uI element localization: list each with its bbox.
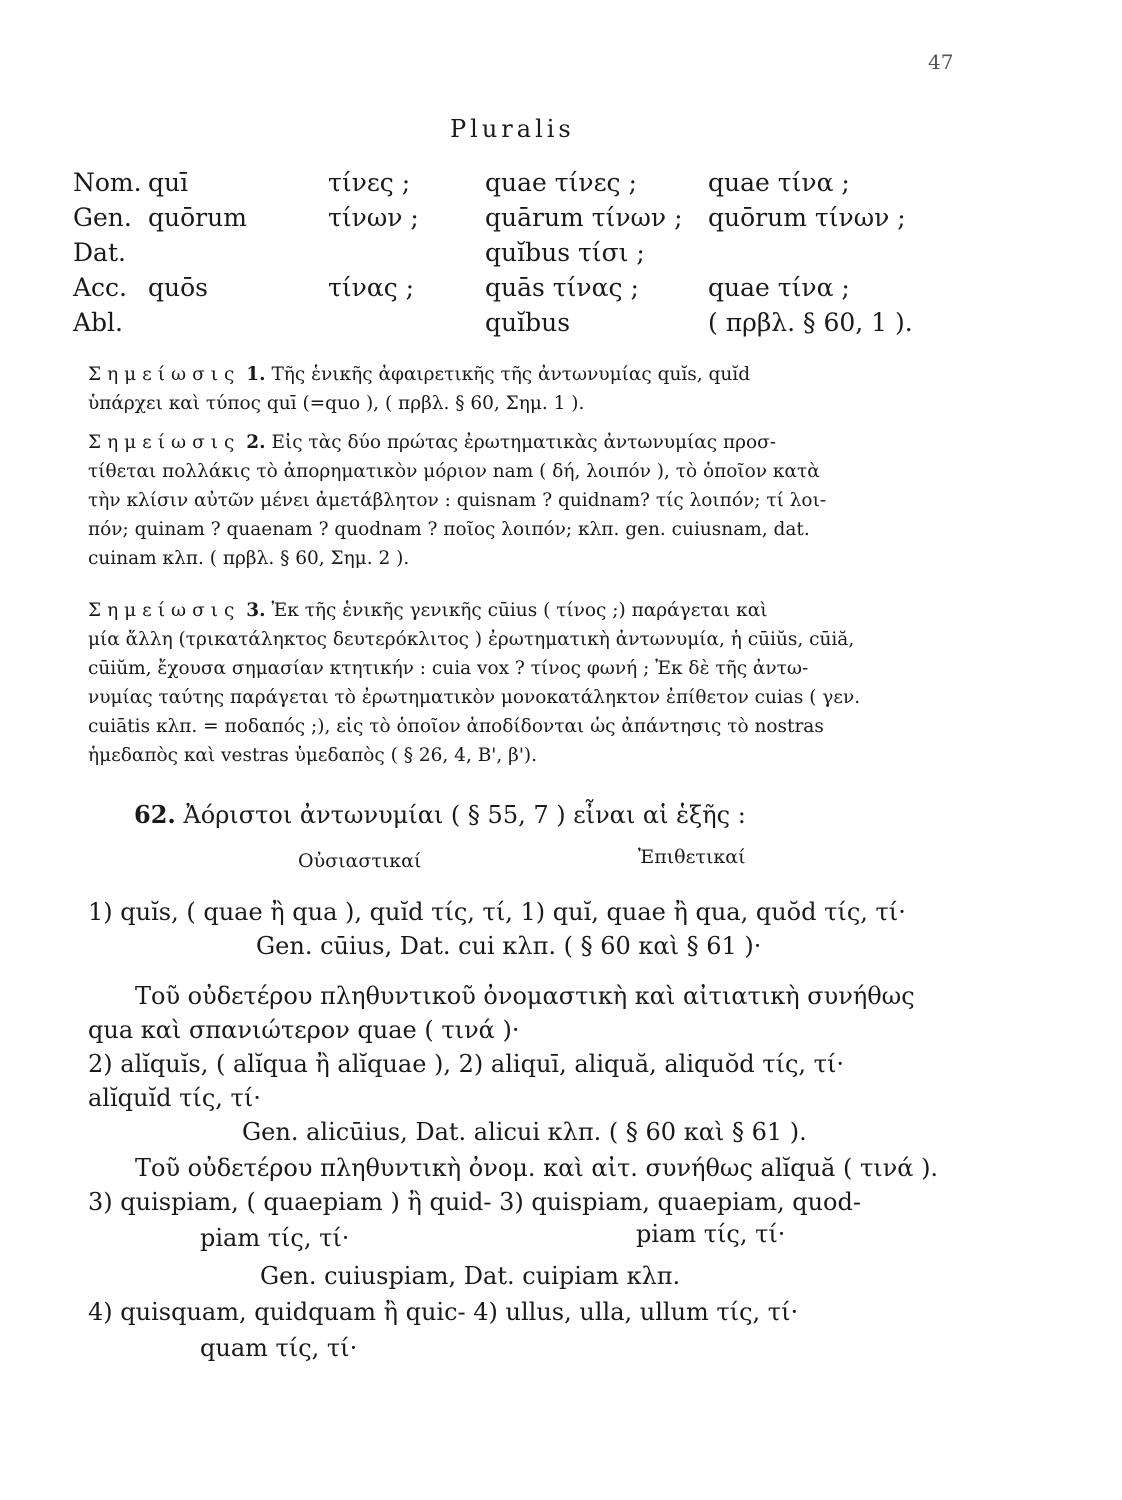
neuter-form: quae τίνα ; — [708, 273, 850, 302]
note-text: ὑπάρχει καὶ τύπος quī (=quo ), ( πρβλ. § 60, Σημ. 1 ). — [88, 393, 585, 414]
section-heading-text: Ἀόριστοι ἀντωνυμίαι ( § 55, 7 ) εἶναι αἱ ἑξῆς : — [183, 801, 746, 829]
table-row — [0, 168, 1122, 208]
pronoun-line: Gen. cūius, Dat. cui κλπ. ( § 60 καὶ § 61 )· — [256, 932, 762, 960]
pronoun-line: Τοῦ οὐδετέρου πληθυντικοῦ ὀνομαστικὴ καὶ αἰτιατικὴ συνήθως — [135, 982, 915, 1010]
table-row — [0, 203, 1122, 243]
note-label: Σημείωσις — [88, 600, 241, 621]
pronoun-line: Gen. cuiuspiam, Dat. cuipiam κλπ. — [260, 1262, 681, 1290]
case-label: Acc. — [73, 273, 128, 302]
masculine-form: quī — [148, 168, 189, 197]
case-label: Abl. — [73, 308, 123, 337]
neuter-form: quae τίνα ; — [708, 168, 850, 197]
note-label: Σημείωσις — [88, 364, 241, 385]
table-row — [0, 238, 1122, 278]
feminine-form: quās τίνας ; — [485, 273, 639, 302]
note-text: cuiātis κλπ. = ποδαπός ;), εἰς τὸ ὁποῖον ἀποδίδονται ὡς ἀπάντησις τὸ nostras — [88, 716, 824, 737]
note-number: 3. — [246, 600, 266, 621]
feminine-form: quārum τίνων ; — [485, 203, 683, 232]
note-text: τὴν κλίσιν αὐτῶν μένει ἀμετάβλητον : quisnam ? quidnam? τίς λοιπόν; τί λοι- — [88, 490, 827, 511]
table-row — [0, 273, 1122, 313]
pronoun-line: piam τίς, τί· — [200, 1224, 350, 1252]
section-number: 62. — [134, 800, 176, 829]
note-1 — [88, 360, 960, 418]
note-number: 1. — [246, 364, 266, 385]
column-heading-substantive: Οὐσιαστικαί — [298, 850, 422, 872]
case-label: Dat. — [73, 238, 126, 267]
pronoun-line: Τοῦ οὐδετέρου πληθυντικὴ ὀνομ. καὶ αἰτ. συνήθως alĭquă ( τινά ). — [135, 1154, 939, 1182]
note-text: Τῆς ἑνικῆς ἀφαιρετικῆς τῆς ἀντωνυμίας quĭs, quĭd — [271, 364, 751, 385]
table-row — [0, 308, 1122, 348]
masculine-form: quōs — [148, 273, 208, 302]
note-text: Ἐκ τῆς ἑνικῆς γενικῆς cūius ( τίνος ;) παράγεται καὶ — [271, 600, 768, 621]
pronoun-line: 3) quispiam, ( quaepiam ) ἢ quid- 3) quispiam, quaepiam, quod- — [88, 1188, 861, 1216]
case-label: Gen. — [73, 203, 132, 232]
note-text: Εἰς τὰς δύο πρώτας ἐρωτηματικὰς ἀντωνυμίας προσ- — [271, 432, 777, 453]
feminine-form: quĭbus τίσι ; — [485, 238, 645, 267]
masculine-form: quōrum — [148, 203, 247, 232]
note-text: πόν; quinam ? quaenam ? quodnam ? ποῖος λοιπόν; κλπ. gen. cuiusnam, dat. — [88, 519, 810, 540]
pronoun-line: piam τίς, τί· — [636, 1220, 786, 1248]
page-number: 47 — [928, 50, 954, 74]
note-2 — [88, 428, 960, 573]
section-title-pluralis: Pluralis — [450, 115, 575, 143]
pronoun-line: quam τίς, τί· — [200, 1334, 358, 1362]
neuter-form: quōrum τίνων ; — [708, 203, 906, 232]
section-heading — [134, 800, 746, 829]
masculine-greek: τίνας ; — [328, 273, 415, 302]
column-heading-adjectival: Ἐπιθετικαί — [638, 846, 746, 868]
note-text: ἡμεδαπὸς καὶ vestras ὑμεδαπὸς ( § 26, 4, Β', β'). — [88, 745, 538, 766]
pronoun-line: alĭquĭd τίς, τί· — [88, 1084, 261, 1112]
masculine-greek: τίνες ; — [328, 168, 411, 197]
pronoun-line: 2) alĭquĭs, ( alĭqua ἢ alĭquae ), 2) aliquī, aliquă, aliquŏd τίς, τί· — [88, 1050, 844, 1078]
pronoun-line: Gen. alicūius, Dat. alicui κλπ. ( § 60 καὶ § 61 ). — [242, 1118, 807, 1146]
note-3 — [88, 596, 960, 770]
pronoun-line: 1) quĭs, ( quae ἢ qua ), quĭd τίς, τί, 1) quĭ, quae ἢ qua, quŏd τίς, τί· — [88, 898, 906, 926]
neuter-form: ( πρβλ. § 60, 1 ). — [708, 308, 913, 337]
note-text: cuinam κλπ. ( πρβλ. § 60, Σημ. 2 ). — [88, 548, 410, 569]
masculine-greek: τίνων ; — [328, 203, 419, 232]
pronoun-line: 4) quisquam, quidquam ἢ quic- 4) ullus, ulla, ullum τίς, τί· — [88, 1298, 799, 1326]
feminine-form: quĭbus — [485, 308, 571, 337]
case-label: Nom. — [73, 168, 142, 197]
note-number: 2. — [246, 432, 266, 453]
feminine-form: quae τίνες ; — [485, 168, 637, 197]
note-label: Σημείωσις — [88, 432, 241, 453]
note-text: cūiŭm, ἔχουσα σημασίαν κτητικήν : cuia vox ? τίνος φωνή ; Ἐκ δὲ τῆς ἀντω- — [88, 658, 809, 679]
pronoun-line: qua καὶ σπανιώτερον quae ( τινά )· — [88, 1016, 520, 1044]
note-text: μία ἄλλη (τρικατάληκτος δευτερόκλιτος ) ἐρωτηματικὴ ἀντωνυμία, ἡ cūiŭs, cūiă, — [88, 629, 855, 650]
note-text: τίθεται πολλάκις τὸ ἀπορηματικὸν μόριον nam ( δή, λοιπόν ), τὸ ὁποῖον κατὰ — [88, 461, 820, 482]
note-text: νυμίας ταύτης παράγεται τὸ ἐρωτηματικὸν μονοκατάληκτον ἐπίθετον cuias ( γεν. — [88, 687, 861, 708]
